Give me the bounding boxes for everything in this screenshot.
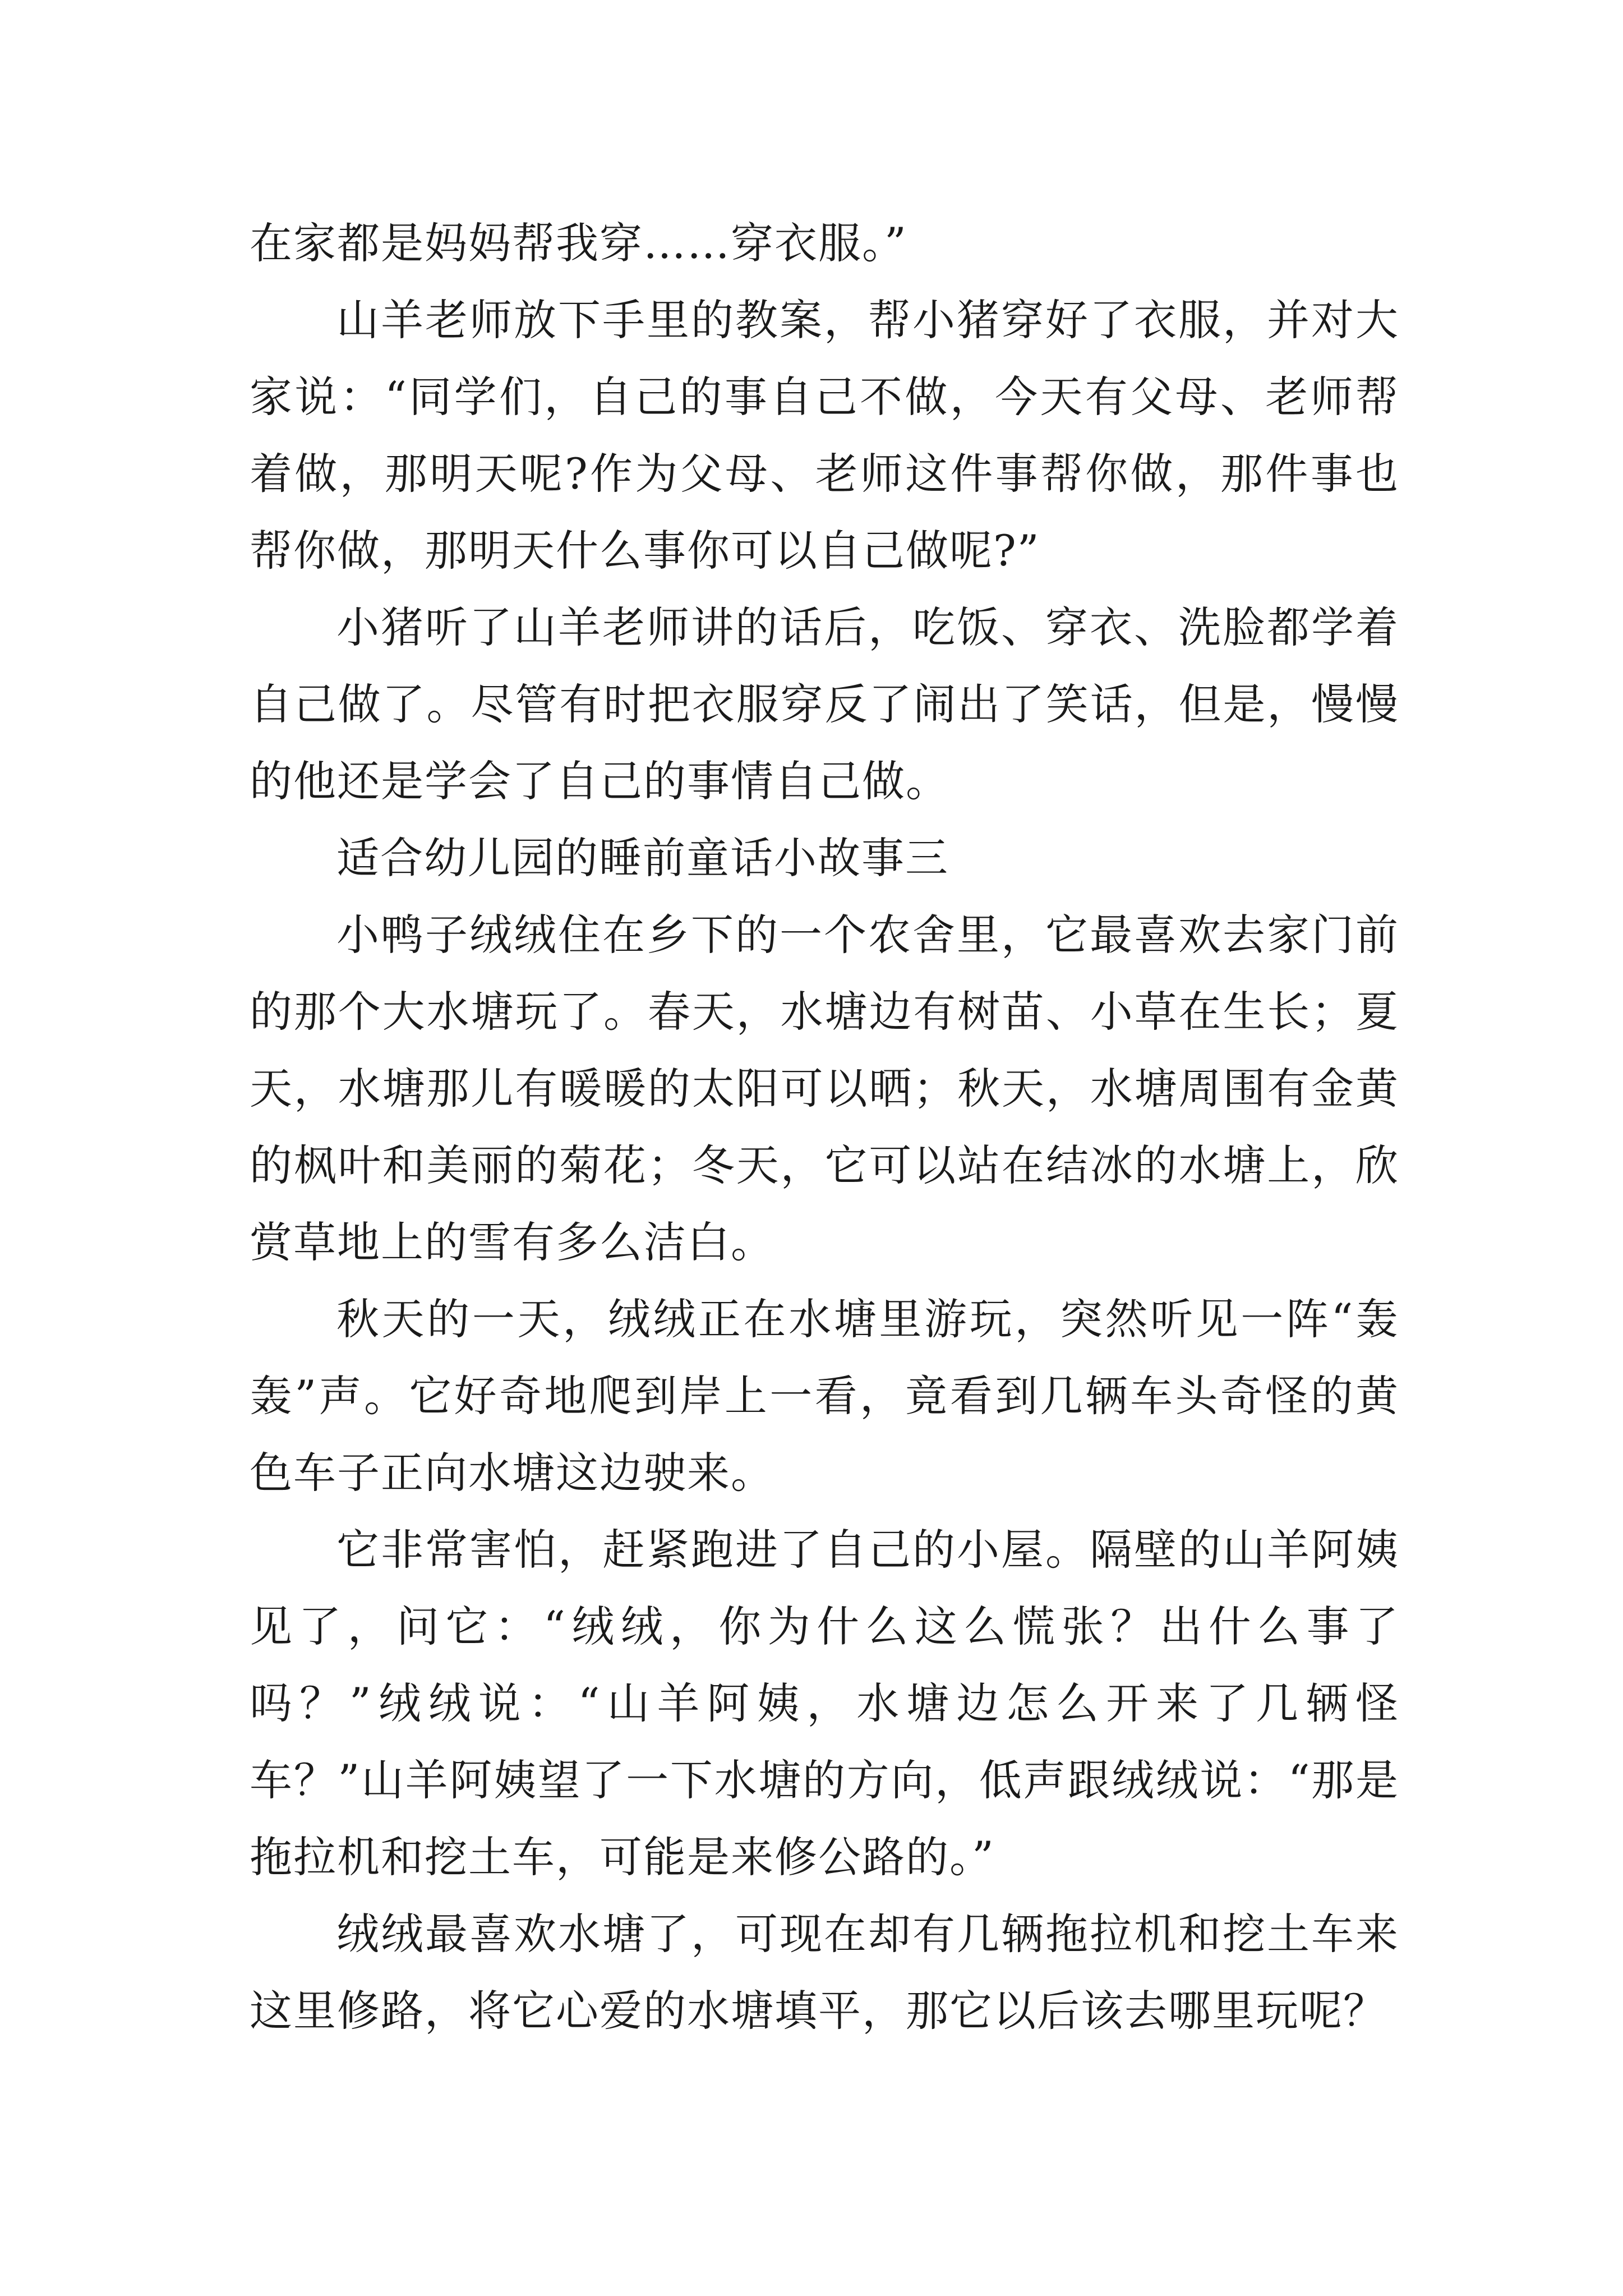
paragraph-1: 在家都是妈妈帮我穿……穿衣服。” bbox=[250, 218, 907, 268]
paragraph-2: 山羊老师放下手里的教案，帮小猪穿好了衣服，并对大家说：“同学们，自己的事自己不做，今天有父母、老师帮着做，那明天呢?作为父母、老师这件事帮你做，那件事也帮你做，那明天什么事你可以自己做呢?” bbox=[250, 295, 1399, 576]
paragraph-4: 小鸭子绒绒住在乡下的一个农舍里，它最喜欢去家门前的那个大水塘玩了。春天，水塘边有树苗、小草在生长；夏天，水塘那儿有暖暖的太阳可以晒；秋天，水塘周围有金黄的枫叶和美丽的菊花；冬天，它可以站在结冰的水塘上，欣赏草地上的雪有多么洁白。 bbox=[250, 910, 1399, 1267]
document-body bbox=[250, 205, 1399, 2049]
paragraph-5: 秋天的一天，绒绒正在水塘里游玩，突然听见一阵“轰轰”声。它好奇地爬到岸上一看，竟看到几辆车头奇怪的黄色车子正向水塘这边驶来。 bbox=[250, 1294, 1399, 1498]
paragraph-6: 它非常害怕，赶紧跑进了自己的小屋。隔壁的山羊阿姨见了，问它：“绒绒，你为什么这么慌张？出什么事了吗？”绒绒说：“山羊阿姨，水塘边怎么开来了几辆怪车？”山羊阿姨望了一下水塘的方向，低声跟绒绒说：“那是拖拉机和挖土车，可能是来修公路的。” bbox=[250, 1525, 1399, 1882]
paragraph-7: 绒绒最喜欢水塘了，可现在却有几辆拖拉机和挖土车来这里修路，将它心爱的水塘填平，那它以后该去哪里玩呢？ bbox=[250, 1909, 1399, 2036]
paragraph-3: 小猪听了山羊老师讲的话后，吃饭、穿衣、洗脸都学着自己做了。尽管有时把衣服穿反了闹出了笑话，但是，慢慢的他还是学会了自己的事情自己做。 bbox=[250, 602, 1399, 806]
story-heading: 适合幼儿园的睡前童话小故事三 bbox=[336, 833, 949, 883]
